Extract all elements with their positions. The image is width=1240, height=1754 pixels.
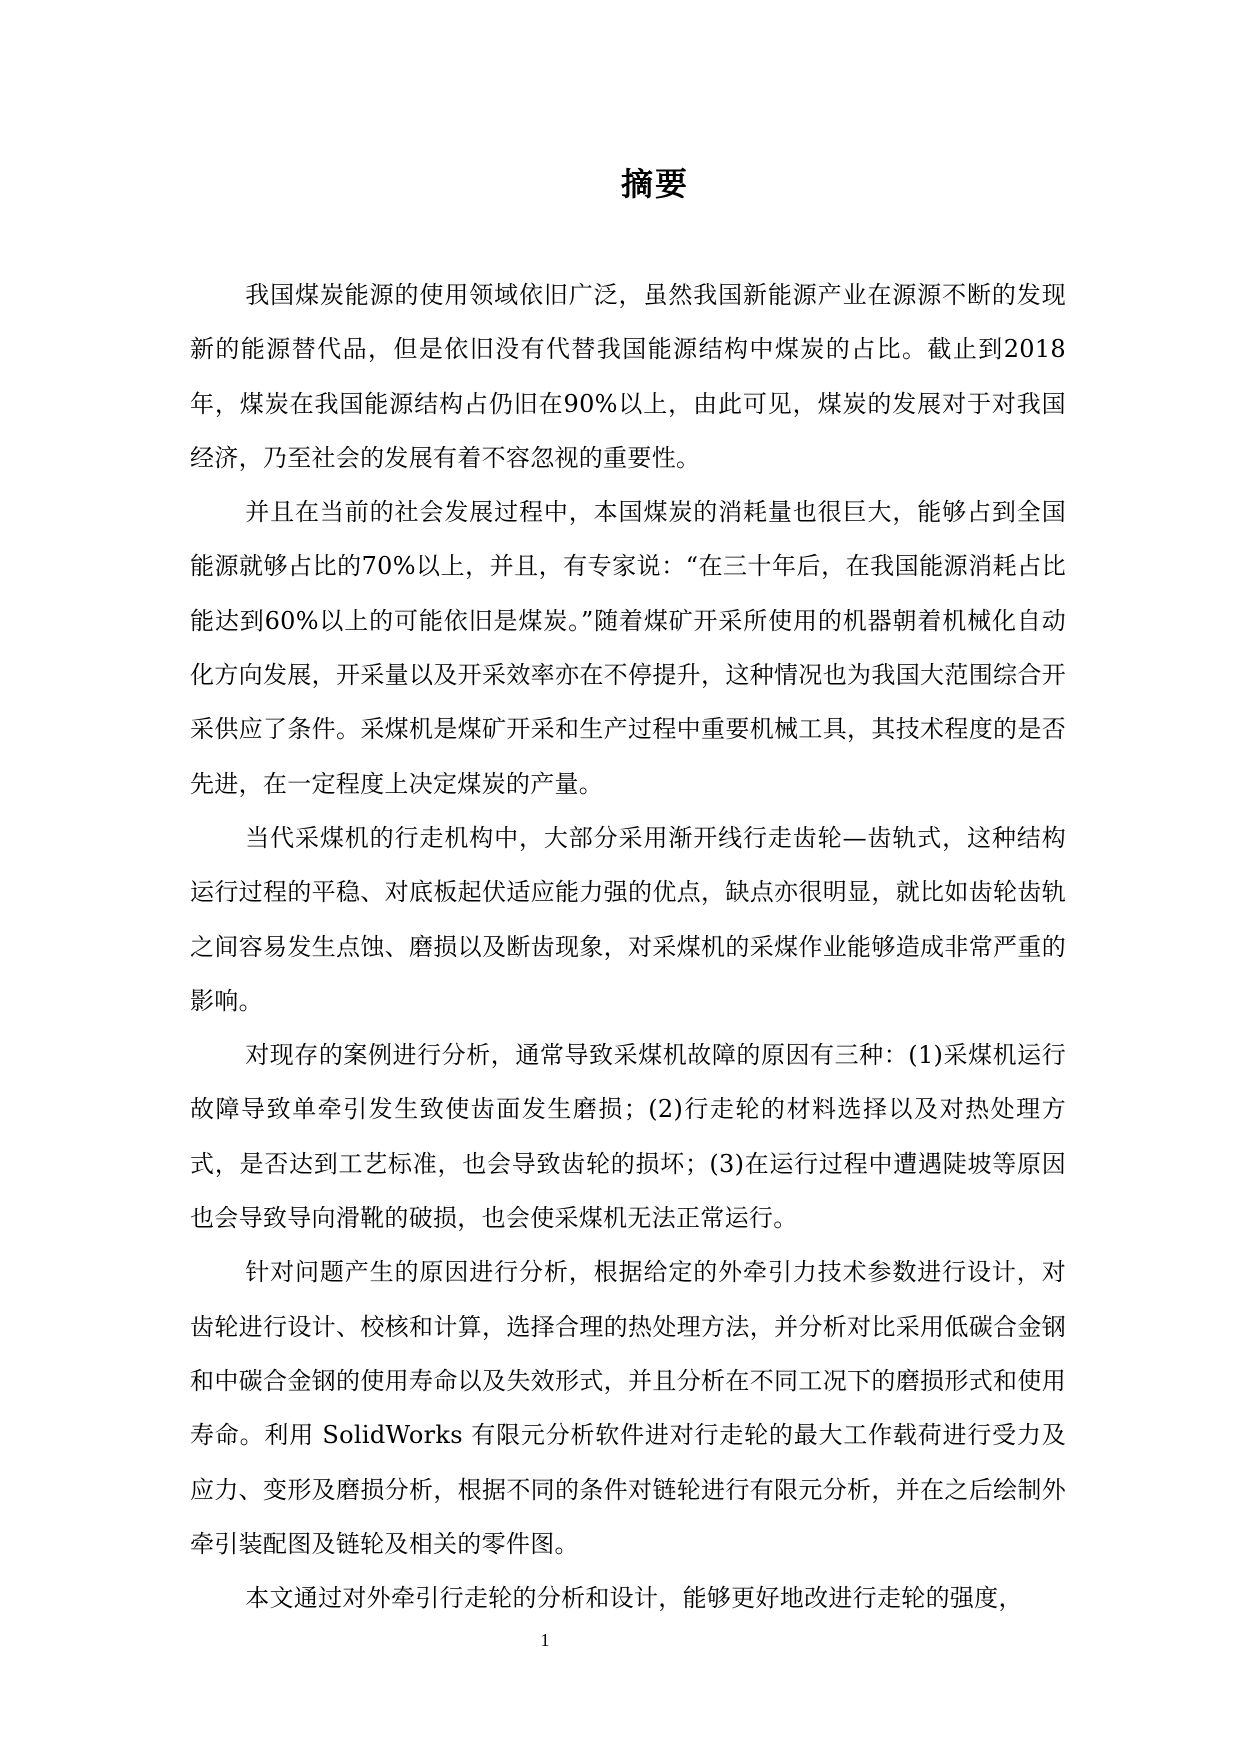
abstract-title: 摘要 <box>620 165 689 203</box>
page-number: 1 <box>540 1630 550 1650</box>
abstract-body <box>190 268 1066 1625</box>
paragraph-3: 当代采煤机的行走机构中，大部分采用渐开线行走齿轮—齿轨式，这种结构运行过程的平稳、对底板起伏适应能力强的优点，缺点亦很明显，就比如齿轮齿轨之间容易发生点蚀、磨损以及断齿现象，对采煤机的采煤作业能够造成非常严重的影响。 <box>190 823 1066 1015</box>
paragraph-1: 我国煤炭能源的使用领域依旧广泛，虽然我国新能源产业在源源不断的发现新的能源替代品，但是依旧没有代替我国能源结构中煤炭的占比。截止到2018年，煤炭在我国能源结构占仍旧在90%以上，由此可见，煤炭的发展对于对我国经济，乃至社会的发展有着不容忽视的重要性。 <box>190 281 1066 472</box>
paragraph-6: 本文通过对外牵引行走轮的分析和设计，能够更好地改进行走轮的强度， <box>245 1584 1023 1613</box>
paragraph-5: 针对问题产生的原因进行分析，根据给定的外牵引力技术参数进行设计，对齿轮进行设计、校核和计算，选择合理的热处理方法，并分析对比采用低碳合金钢和中碳合金钢的使用寿命以及失效形式，并且分析在不同工况下的磨损形式和使用寿命。利用 SolidWorks 有限元分析软件进对行走轮的最大工作载荷进行受力及应力、变形及磨损分析，根据不同的条件对链轮进行有限元分析，并在之后绘制外牵引装配图及链轮及相关的零件图。 <box>190 1258 1066 1558</box>
paragraph-2: 并且在当前的社会发展过程中，本国煤炭的消耗量也很巨大，能够占到全国能源就够占比的70%以上，并且，有专家说：“在三十年后，在我国能源消耗占比能达到60%以上的可能依旧是煤炭。”随着煤矿开采所使用的机器朝着机械化自动化方向发展，开采量以及开采效率亦在不停提升，这种情况也为我国大范围综合开采供应了条件。采煤机是煤矿开采和生产过程中重要机械工具，其技术程度的是否先进，在一定程度上决定煤炭的产量。 <box>190 498 1066 798</box>
paragraph-4: 对现存的案例进行分析，通常导致采煤机故障的原因有三种：(1)采煤机运行故障导致单牵引发生致使齿面发生磨损；(2)行走轮的材料选择以及对热处理方式，是否达到工艺标准，也会导致齿轮的损坏；(3)在运行过程中遭遇陡坡等原因也会导致导向滑靴的破损，也会使采煤机无法正常运行。 <box>190 1041 1066 1233</box>
